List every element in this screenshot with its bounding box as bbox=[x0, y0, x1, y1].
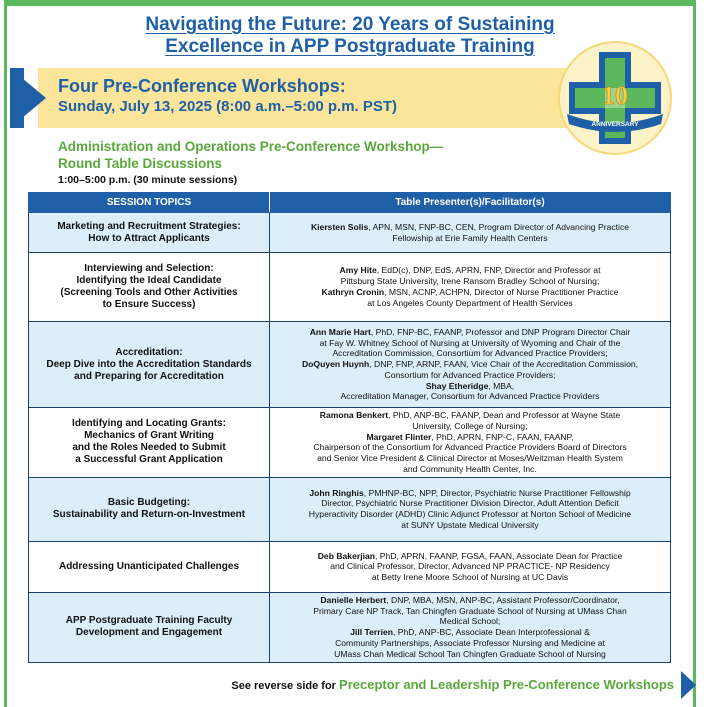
presenter-entry bbox=[276, 627, 664, 659]
presenter-credentials: Hyperactivity Disorder (ADHD) Clinic Adjunct Professor at Norton School of Medicine bbox=[308, 509, 632, 520]
presenter-entry bbox=[276, 287, 664, 309]
column-header-topics: SESSION TOPICS bbox=[29, 193, 270, 213]
presenter-line bbox=[276, 338, 664, 349]
table-row bbox=[29, 213, 671, 253]
banner-heading: Four Pre-Conference Workshops: bbox=[58, 76, 346, 96]
presenter-name: Amy Hite bbox=[339, 265, 377, 276]
presenter-credentials: , MSN, ACNP, ACHPN, Director of Nurse Practitioner Practice bbox=[384, 287, 619, 297]
sessions-table bbox=[28, 192, 671, 663]
session-topic-line: Identifying and Locating Grants: bbox=[72, 418, 226, 430]
presenter-credentials: , EdD(c), DNP, EdS, APRN, FNP, Director and Professor at bbox=[376, 265, 601, 276]
presenter-credentials: Accreditation Manager, Consortium for Advanced Practice Providers bbox=[340, 391, 600, 402]
presenter-credentials: , DNP, MBA, MSN, ANP-BC, Assistant Professor/Coordinator, bbox=[386, 594, 620, 605]
presenter-entry bbox=[276, 432, 664, 475]
presenter-entry bbox=[276, 327, 664, 359]
session-topic-line: Development and Engagement bbox=[75, 627, 223, 639]
table-body bbox=[29, 213, 671, 663]
presenter-entry bbox=[276, 222, 664, 244]
table-header-row bbox=[29, 193, 671, 213]
presenter-entry bbox=[276, 381, 664, 403]
presenter-name: Shay Etheridge bbox=[425, 380, 489, 391]
table-row bbox=[29, 322, 671, 408]
presenter-line bbox=[276, 421, 664, 432]
presenter-entry bbox=[276, 410, 664, 432]
presenter-line bbox=[276, 327, 664, 338]
presenter-line bbox=[276, 359, 664, 370]
presenter-line bbox=[276, 381, 664, 392]
presenter-line bbox=[276, 616, 664, 627]
presenter-name: John Ringhis bbox=[309, 487, 364, 498]
session-presenters bbox=[270, 541, 671, 592]
session-topic-line: (Screening Tools and Other Activities bbox=[60, 287, 238, 298]
presenter-credentials: , PhD, ANP-BC, Associate Dean Interprofessional & bbox=[393, 627, 590, 638]
presenter-name: Ann Marie Hart bbox=[309, 326, 371, 337]
session-presenters bbox=[270, 408, 671, 478]
presenter-line bbox=[276, 222, 664, 233]
footer-arrow-icon bbox=[681, 671, 696, 699]
presenter-line bbox=[276, 370, 664, 381]
presenter-entry bbox=[276, 551, 664, 583]
session-topic bbox=[29, 322, 270, 408]
presenter-credentials: at Betty Irene Moore School of Nursing at UC Davis bbox=[371, 572, 569, 583]
session-topic-line: Identifying the Ideal Candidate bbox=[76, 275, 222, 286]
presenter-name: Kathryn Cronin bbox=[321, 287, 385, 297]
presenter-credentials: , APN, MSN, FNP-BC, CEN, Program Director of Advancing Practice bbox=[368, 221, 630, 232]
session-topic-line: Accreditation: bbox=[115, 346, 183, 358]
presenter-line bbox=[276, 488, 664, 499]
section-title bbox=[58, 138, 443, 172]
presenter-credentials: University, College of Nursing; bbox=[412, 420, 528, 431]
table-row bbox=[29, 541, 671, 592]
session-topic-line: to Ensure Success) bbox=[102, 299, 196, 310]
presenter-credentials: at Fay W. Whitney School of Nursing at University of Wyoming and Chair of the bbox=[319, 337, 621, 348]
session-topic bbox=[29, 477, 270, 541]
presenter-name: Ramona Benkert bbox=[319, 410, 389, 420]
presenter-name: DoQuyen Huynh bbox=[301, 359, 370, 370]
presenter-entry bbox=[276, 488, 664, 531]
presenter-line bbox=[276, 265, 664, 276]
presenter-credentials: , PhD, FNP-BC, FAANP, Professor and DNP Program Director Chair bbox=[370, 326, 631, 337]
presenter-line bbox=[276, 595, 664, 606]
presenter-credentials: Accreditation Commission, Consortium for Advanced Practice Providers; bbox=[332, 348, 608, 359]
presenter-credentials: Consortium for Advanced Practice Providers; bbox=[384, 369, 556, 380]
anniversary-logo bbox=[557, 40, 673, 156]
presenter-entry bbox=[276, 595, 664, 627]
session-presenters bbox=[270, 592, 671, 662]
session-topic bbox=[29, 541, 270, 592]
presenter-credentials: Fellowship at Erie Family Health Centers bbox=[392, 232, 548, 243]
presenter-line bbox=[276, 509, 664, 520]
title-line-1: Navigating the Future: 20 Years of Sustaining bbox=[145, 14, 555, 35]
presenter-line bbox=[276, 638, 664, 649]
footer-link: Preceptor and Leadership Pre-Conference Workshops bbox=[339, 677, 674, 692]
presenter-line bbox=[276, 432, 664, 443]
presenter-credentials: UMass Chan Medical School Tan Chingfen Graduate School of Nursing bbox=[334, 648, 606, 659]
session-topic bbox=[29, 408, 270, 478]
presenter-credentials: Pittsburg State University, Irene Ransom Bradley School of Nursing; bbox=[340, 276, 600, 287]
workshops-banner bbox=[10, 68, 580, 128]
presenter-line bbox=[276, 410, 664, 421]
presenter-line bbox=[276, 606, 664, 617]
presenter-line bbox=[276, 391, 664, 402]
presenter-line bbox=[276, 464, 664, 475]
section-title-line-2: Round Table Discussions bbox=[58, 156, 223, 171]
presenter-credentials: and Senior Vice President & Clinical Director at Moses/Weitzman Health System bbox=[317, 453, 623, 464]
presenter-credentials: Director, Psychiatric Nurse Practitioner Division Director, Adult Attention Deficit bbox=[321, 498, 619, 509]
presenter-line bbox=[276, 572, 664, 583]
presenter-entry bbox=[276, 359, 664, 381]
presenter-credentials: , PhD, APRN, FAANP, FGSA, FAAN, Associate Dean for Practice bbox=[375, 550, 623, 561]
table-row bbox=[29, 592, 671, 662]
presenter-credentials: Medical School; bbox=[439, 616, 501, 627]
session-presenters bbox=[270, 213, 671, 253]
session-topic-line: a Successful Grant Application bbox=[75, 454, 223, 466]
presenter-credentials: , MBA, bbox=[488, 380, 515, 391]
presenter-line bbox=[276, 233, 664, 244]
presenter-credentials: Community Partnerships, Associate Professor Nursing and Medicine at bbox=[335, 638, 605, 649]
footer-lead: See reverse side for bbox=[231, 680, 336, 692]
table-row bbox=[29, 477, 671, 541]
presenter-line bbox=[276, 561, 664, 572]
session-topic-line: Sustainability and Return-on-Investment bbox=[52, 509, 246, 521]
session-topic-line: and the Roles Needed to Submit bbox=[72, 442, 226, 454]
presenter-credentials: Primary Care NP Track, Tan Chingfen Graduate School of Nursing at UMass Chan bbox=[313, 605, 627, 616]
presenter-name: Deb Bakerjian bbox=[317, 550, 376, 561]
presenter-credentials: Chairperson of the Consortium for Advanced Practice Providers Board of Directors bbox=[313, 442, 627, 453]
banner-arrow-icon bbox=[10, 68, 46, 128]
presenter-line bbox=[276, 287, 664, 298]
table-row bbox=[29, 253, 671, 322]
session-topic bbox=[29, 592, 270, 662]
presenter-line bbox=[276, 649, 664, 660]
page-title bbox=[60, 14, 640, 58]
session-topic-line: Deep Dive into the Accreditation Standards bbox=[46, 358, 252, 370]
section-title-line-1: Administration and Operations Pre-Conference Workshop— bbox=[58, 139, 444, 154]
column-header-presenters: Table Presenter(s)/Facilitator(s) bbox=[270, 193, 671, 213]
presenter-credentials: , PhD, APRN, FNP-C, FAAN, FAANP, bbox=[431, 431, 574, 442]
banner-date: Sunday, July 13, 2025 (8:00 a.m.–5:00 p.m. PST) bbox=[58, 98, 398, 115]
presenter-credentials: and Clinical Professor, Director, Advanced NP PRACTICE- NP Residency bbox=[330, 561, 610, 572]
session-topic-line: APP Postgraduate Training Faculty bbox=[65, 615, 233, 627]
presenter-line bbox=[276, 276, 664, 287]
session-presenters bbox=[270, 322, 671, 408]
session-topic-line: How to Attract Applicants bbox=[88, 232, 210, 244]
presenter-line bbox=[276, 627, 664, 638]
presenter-entry bbox=[276, 265, 664, 287]
session-topic-line: Interviewing and Selection: bbox=[84, 263, 214, 274]
presenter-credentials: , PhD, ANP-BC, FAANP, Dean and Professor at Wayne State bbox=[388, 410, 621, 420]
presenter-credentials: and Community Health Center, Inc. bbox=[403, 463, 537, 474]
presenter-line bbox=[276, 498, 664, 509]
presenter-credentials: , PMHNP-BC, NPP, Director, Psychiatric Nurse Practitioner Fellowship bbox=[363, 487, 631, 498]
table-row bbox=[29, 408, 671, 478]
session-topic-line: Marketing and Recruitment Strategies: bbox=[57, 220, 241, 232]
presenter-credentials: at Los Angeles County Department of Health Services bbox=[367, 297, 573, 308]
presenter-name: Jill Terrien bbox=[350, 627, 394, 638]
presenter-credentials: , DNP, FNP, ARNP, FAAN, Vice Chair of the Accreditation Commission, bbox=[369, 359, 639, 370]
logo-number: 10 bbox=[602, 81, 628, 110]
session-topic-line: Mechanics of Grant Writing bbox=[84, 430, 214, 442]
presenter-line bbox=[276, 442, 664, 453]
presenter-name: Kiersten Solis bbox=[310, 221, 369, 232]
presenter-credentials: at SUNY Upstate Medical University bbox=[401, 520, 539, 531]
presenter-line bbox=[276, 551, 664, 562]
logo-ribbon-text: ANNIVERSARY bbox=[591, 121, 639, 128]
presenter-line bbox=[276, 453, 664, 464]
session-presenters bbox=[270, 253, 671, 322]
presenter-line bbox=[276, 520, 664, 531]
session-topic-line: Addressing Unanticipated Challenges bbox=[58, 560, 240, 572]
title-line-2: Excellence in APP Postgraduate Training bbox=[165, 36, 535, 57]
session-topic-line: Basic Budgeting: bbox=[107, 497, 191, 509]
session-topic bbox=[29, 253, 270, 322]
session-topic bbox=[29, 213, 270, 253]
presenter-line bbox=[276, 298, 664, 309]
presenter-name: Margaret Flinter bbox=[366, 431, 432, 442]
presenter-name: Danielle Herbert bbox=[320, 594, 387, 605]
section-time: 1:00–5:00 p.m. (30 minute sessions) bbox=[58, 174, 238, 186]
session-presenters bbox=[270, 477, 671, 541]
presenter-line bbox=[276, 348, 664, 359]
footer-note bbox=[231, 677, 674, 692]
session-topic-line: and Preparing for Accreditation bbox=[74, 370, 224, 382]
